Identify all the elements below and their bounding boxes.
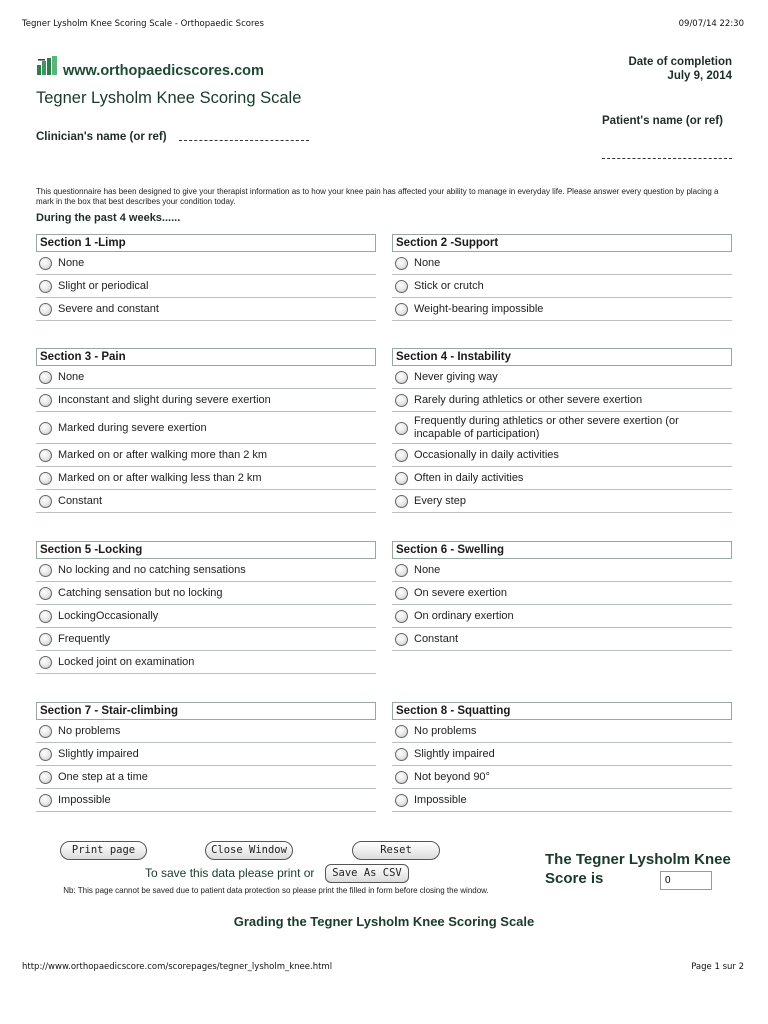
form-title: Tegner Lysholm Knee Scoring Scale <box>36 89 302 107</box>
option-label: Marked during severe exertion <box>58 422 207 434</box>
section-3-option[interactable] <box>36 444 376 467</box>
radio-button[interactable] <box>39 748 52 761</box>
section-8-option[interactable] <box>392 743 732 766</box>
section-title: Section 2 -Support <box>392 234 732 252</box>
section-1-option[interactable] <box>36 275 376 298</box>
print-page-button[interactable]: Print page <box>60 841 147 860</box>
section-1 <box>36 234 376 321</box>
option-label: Slightly impaired <box>58 748 139 760</box>
option-label: Occasionally in daily activities <box>414 449 559 461</box>
section-2-option[interactable] <box>392 252 732 275</box>
grading-title: Grading the Tegner Lysholm Knee Scoring Scale <box>233 914 535 929</box>
radio-button[interactable] <box>39 633 52 646</box>
section-title: Section 3 - Pain <box>36 348 376 366</box>
option-label: Never giving way <box>414 371 498 383</box>
option-label: Constant <box>58 495 103 507</box>
section-6-option[interactable] <box>392 559 732 582</box>
radio-button[interactable] <box>395 449 408 462</box>
radio-button[interactable] <box>39 371 52 384</box>
section-5 <box>36 541 376 674</box>
patient-name-field[interactable] <box>602 158 732 159</box>
section-3 <box>36 348 376 513</box>
period-text: During the past 4 weeks...... <box>36 212 181 224</box>
option-label: Marked on or after walking more than 2 km <box>58 449 268 461</box>
radio-button[interactable] <box>39 610 52 623</box>
radio-button[interactable] <box>395 371 408 384</box>
radio-button[interactable] <box>39 587 52 600</box>
option-label: Often in daily activities <box>414 472 524 484</box>
radio-button[interactable] <box>39 771 52 784</box>
print-header-datetime: 09/07/14 22:30 <box>678 19 744 29</box>
radio-button[interactable] <box>395 495 408 508</box>
reset-button[interactable]: Reset <box>352 841 440 860</box>
section-7 <box>36 702 376 812</box>
section-4-option[interactable] <box>392 444 732 467</box>
option-label: No locking and no catching sensations <box>58 564 246 576</box>
option-label: Severe and constant <box>58 303 159 315</box>
section-1-option[interactable] <box>36 298 376 321</box>
radio-button[interactable] <box>395 472 408 485</box>
option-label: Locked joint on examination <box>58 656 195 668</box>
clinician-name-field[interactable] <box>179 140 309 141</box>
section-4 <box>392 348 732 513</box>
section-4-option[interactable] <box>392 389 732 412</box>
option-label: Impossible <box>58 794 111 806</box>
section-5-option[interactable] <box>36 651 376 674</box>
section-4-option[interactable] <box>392 366 732 389</box>
section-6-option[interactable] <box>392 582 732 605</box>
section-3-option[interactable] <box>36 490 376 513</box>
section-8-option[interactable] <box>392 766 732 789</box>
completion-label: Date of completion <box>628 56 732 68</box>
radio-button[interactable] <box>39 656 52 669</box>
option-label: Catching sensation but no locking <box>58 587 223 599</box>
option-label: Constant <box>414 633 459 645</box>
option-label: Frequently during athletics or other severe exertion (or incapable of participation) <box>414 415 679 440</box>
radio-button[interactable] <box>395 280 408 293</box>
section-3-option[interactable] <box>36 366 376 389</box>
print-header <box>22 19 744 33</box>
section-title: Section 7 - Stair-climbing <box>36 702 376 720</box>
option-label: Inconstant and slight during severe exertion <box>58 394 271 406</box>
section-7-option[interactable] <box>36 789 376 812</box>
section-6-option[interactable] <box>392 605 732 628</box>
option-label: None <box>58 257 85 269</box>
option-label: Stick or crutch <box>414 280 484 292</box>
section-5-option[interactable] <box>36 559 376 582</box>
score-field[interactable] <box>660 871 712 890</box>
section-4-option[interactable] <box>392 490 732 513</box>
option-label: Slight or periodical <box>58 280 149 292</box>
completion-date: July 9, 2014 <box>667 70 732 82</box>
section-7-option[interactable] <box>36 743 376 766</box>
radio-button[interactable] <box>39 280 52 293</box>
option-label: None <box>414 257 441 269</box>
option-label: On ordinary exertion <box>414 610 514 622</box>
section-2 <box>392 234 732 321</box>
section-3-option[interactable] <box>36 412 376 444</box>
radio-button[interactable] <box>395 422 408 435</box>
section-title: Section 4 - Instability <box>392 348 732 366</box>
print-footer <box>22 962 744 976</box>
radio-button[interactable] <box>395 794 408 807</box>
radio-button[interactable] <box>39 303 52 316</box>
radio-button[interactable] <box>395 303 408 316</box>
option-label: Marked on or after walking less than 2 km <box>58 472 262 484</box>
radio-button[interactable] <box>395 771 408 784</box>
section-8 <box>392 702 732 812</box>
section-5-option[interactable] <box>36 628 376 651</box>
radio-button[interactable] <box>39 449 52 462</box>
section-5-option[interactable] <box>36 582 376 605</box>
section-6-option[interactable] <box>392 628 732 651</box>
site-name: www.orthopaedicscores.com <box>63 63 264 79</box>
section-7-option[interactable] <box>36 720 376 743</box>
option-label: Rarely during athletics or other severe exertion <box>414 394 643 406</box>
option-label: Frequently <box>58 633 110 645</box>
radio-button[interactable] <box>395 725 408 738</box>
option-label: No problems <box>58 725 121 737</box>
option-label: Weight-bearing impossible <box>414 303 544 315</box>
option-label: None <box>414 564 441 576</box>
radio-button[interactable] <box>395 610 408 623</box>
section-3-option[interactable] <box>36 467 376 490</box>
option-label: Not beyond 90° <box>414 771 490 783</box>
option-label: Slightly impaired <box>414 748 495 760</box>
section-title: Section 5 -Locking <box>36 541 376 559</box>
option-label: LockingOccasionally <box>58 610 159 622</box>
option-label: Every step <box>414 495 466 507</box>
clinician-label: Clinician's name (or ref) <box>36 131 167 143</box>
completion-block <box>628 55 732 83</box>
section-4-option[interactable] <box>392 412 732 444</box>
section-8-option[interactable] <box>392 720 732 743</box>
section-6 <box>392 541 732 651</box>
save-instruction: To save this data please print or <box>145 866 315 880</box>
radio-button[interactable] <box>39 794 52 807</box>
radio-button[interactable] <box>39 472 52 485</box>
print-footer-page: Page 1 sur 2 <box>691 962 744 972</box>
section-4-option[interactable] <box>392 467 732 490</box>
section-2-option[interactable] <box>392 298 732 321</box>
section-title: Section 6 - Swelling <box>392 541 732 559</box>
radio-button[interactable] <box>39 564 52 577</box>
option-label: None <box>58 371 85 383</box>
section-1-option[interactable] <box>36 252 376 275</box>
section-7-option[interactable] <box>36 766 376 789</box>
option-label: Impossible <box>414 794 467 806</box>
save-as-csv-button[interactable]: Save As CSV <box>325 864 409 883</box>
print-footer-url: http://www.orthopaedicscore.com/scorepages/tegner_lysholm_knee.html <box>22 962 333 972</box>
radio-button[interactable] <box>39 394 52 407</box>
option-label: No problems <box>414 725 477 737</box>
radio-button[interactable] <box>39 422 52 435</box>
option-label: One step at a time <box>58 771 148 783</box>
radio-button[interactable] <box>395 394 408 407</box>
option-label: On severe exertion <box>414 587 507 599</box>
radio-button[interactable] <box>395 564 408 577</box>
section-5-option[interactable] <box>36 605 376 628</box>
section-8-option[interactable] <box>392 789 732 812</box>
print-header-title: Tegner Lysholm Knee Scoring Scale - Orthopaedic Scores <box>22 19 264 29</box>
section-title: Section 8 - Squatting <box>392 702 732 720</box>
section-2-option[interactable] <box>392 275 732 298</box>
intro-text: This questionnaire has been designed to give your therapist information as to how your knee pain has affected your ability to manage in everyday life. Please answer every question by placing a mark in the box that best describes your condition today. <box>36 187 719 206</box>
radio-button[interactable] <box>39 257 52 270</box>
radio-button[interactable] <box>395 257 408 270</box>
section-3-option[interactable] <box>36 389 376 412</box>
radio-button[interactable] <box>395 587 408 600</box>
score-label: The Tegner Lysholm Knee Score is <box>545 851 731 887</box>
radio-button[interactable] <box>39 725 52 738</box>
close-window-button[interactable]: Close Window <box>205 841 293 860</box>
nb-note: Nb: This page cannot be saved due to patient data protection so please print the filled in form before closing the window. <box>63 886 489 895</box>
radio-button[interactable] <box>395 748 408 761</box>
radio-button[interactable] <box>39 495 52 508</box>
section-title: Section 1 -Limp <box>36 234 376 252</box>
radio-button[interactable] <box>395 633 408 646</box>
patient-label: Patient's name (or ref) <box>602 115 723 127</box>
orthopaedic-scores-logo-icon <box>36 56 58 76</box>
